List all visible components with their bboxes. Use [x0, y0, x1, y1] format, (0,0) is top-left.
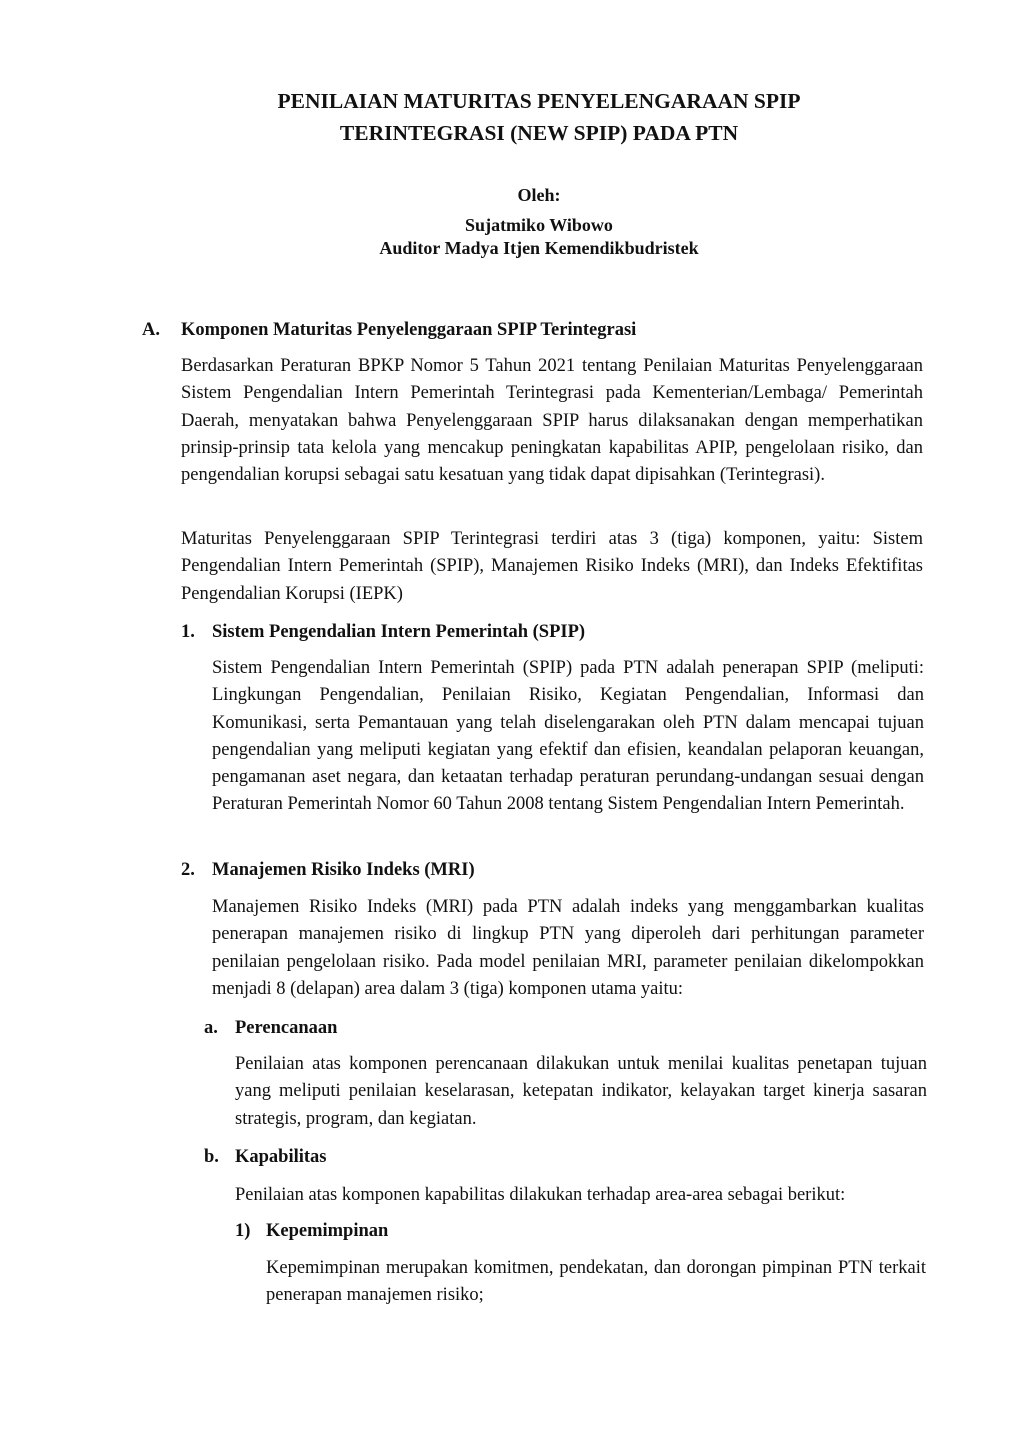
section-a-title: Komponen Maturitas Penyelenggaraan SPIP Terintegrasi	[181, 320, 637, 340]
author-role: Auditor Madya Itjen Kemendikbudristek	[379, 238, 699, 258]
item-1-heading	[181, 619, 585, 645]
item-2-heading	[181, 857, 475, 883]
title-line-1: PENILAIAN MATURITAS PENYELENGARAAN SPIP	[277, 89, 801, 113]
section-a-paragraph-1: Berdasarkan Peraturan BPKP Nomor 5 Tahun 2021 tentang Penilaian Maturitas Penyelenggaraan Sistem Pengendalian Intern Pemerintah Terintegrasi pada Kementerian/Lembaga/ Pemerintah Daerah, menyatakan bahwa Penyelenggaraan SPIP harus dilaksanakan dengan memperhatikan prinsip-prinsip tata kelola yang mencakup peningkatan kapabilitas APIP, pengelolaan risiko, dan pengendalian korupsi sebagai satu kesatuan yang tidak dapat dipisahkan (Terintegrasi).	[181, 356, 923, 486]
document-title	[0, 85, 1024, 149]
item-a-marker: a.	[204, 1018, 218, 1038]
by-label: Oleh:	[517, 185, 561, 205]
item-1-title: Sistem Pengendalian Intern Pemerintah (SPIP)	[212, 622, 586, 642]
section-a-paragraph-2: Maturitas Penyelenggaraan SPIP Terintegrasi terdiri atas 3 (tiga) komponen, yaitu: Sistem Pengendalian Intern Pemerintah (SPIP), Manajemen Risiko Indeks (MRI), dan Indeks Efektifitas Pengendalian Korupsi (IEPK)	[181, 529, 923, 604]
item-2-paragraph: Manajemen Risiko Indeks (MRI) pada PTN adalah indeks yang menggambarkan kualitas penerapan manajemen risiko di lingkup PTN yang diperoleh dari perhitungan parameter penilaian pengelolaan risiko. Pada model penilaian MRI, parameter penilaian dikelompokkan menjadi 8 (delapan) area dalam 3 (tiga) komponen utama yaitu:	[212, 897, 924, 999]
section-a-marker: A.	[142, 320, 160, 340]
item-b1-paragraph: Kepemimpinan merupakan komitmen, pendekatan, dan dorongan pimpinan PTN terkait penerapan manajemen risiko;	[266, 1258, 926, 1306]
item-2-marker: 2.	[181, 860, 195, 880]
item-b-heading	[204, 1144, 327, 1170]
item-2-title: Manajemen Risiko Indeks (MRI)	[212, 860, 475, 880]
item-a-heading	[204, 1015, 337, 1041]
item-b-title: Kapabilitas	[235, 1147, 327, 1167]
author-name: Sujatmiko Wibowo	[465, 215, 613, 235]
item-b1-heading	[235, 1218, 388, 1244]
item-a-title: Perencanaan	[235, 1018, 338, 1038]
item-b-paragraph: Penilaian atas komponen kapabilitas dilakukan terhadap area-area sebagai berikut:	[235, 1185, 846, 1205]
item-b1-marker: 1)	[235, 1221, 251, 1241]
item-1-paragraph: Sistem Pengendalian Intern Pemerintah (SPIP) pada PTN adalah penerapan SPIP (meliputi: Lingkungan Pengendalian, Penilaian Risiko, Kegiatan Pengendalian, Informasi dan Komunikasi, serta Pemantauan yang telah diselengarakan oleh PTN dalam mencapai tujuan pengendalian yang meliputi kegiatan yang efektif dan efisien, keandalan pelaporan keuangan, pengamanan aset negara, dan ketaatan terhadap peraturan perundang-undangan sesuai dengan Peraturan Pemerintah Nomor 60 Tahun 2008 tentang Sistem Pengendalian Intern Pemerintah.	[212, 658, 924, 815]
item-1-marker: 1.	[181, 622, 195, 642]
title-line-2: TERINTEGRASI (NEW SPIP) PADA PTN	[339, 121, 739, 145]
item-b1-title: Kepemimpinan	[266, 1221, 389, 1241]
item-b-marker: b.	[204, 1147, 219, 1167]
section-a-heading	[142, 317, 636, 343]
item-a-paragraph: Penilaian atas komponen perencanaan dilakukan untuk menilai kualitas penetapan tujuan yang meliputi penilaian keselarasan, ketepatan indikator, kelayakan target kinerja sasaran strategis, program, dan kegiatan.	[235, 1054, 927, 1129]
